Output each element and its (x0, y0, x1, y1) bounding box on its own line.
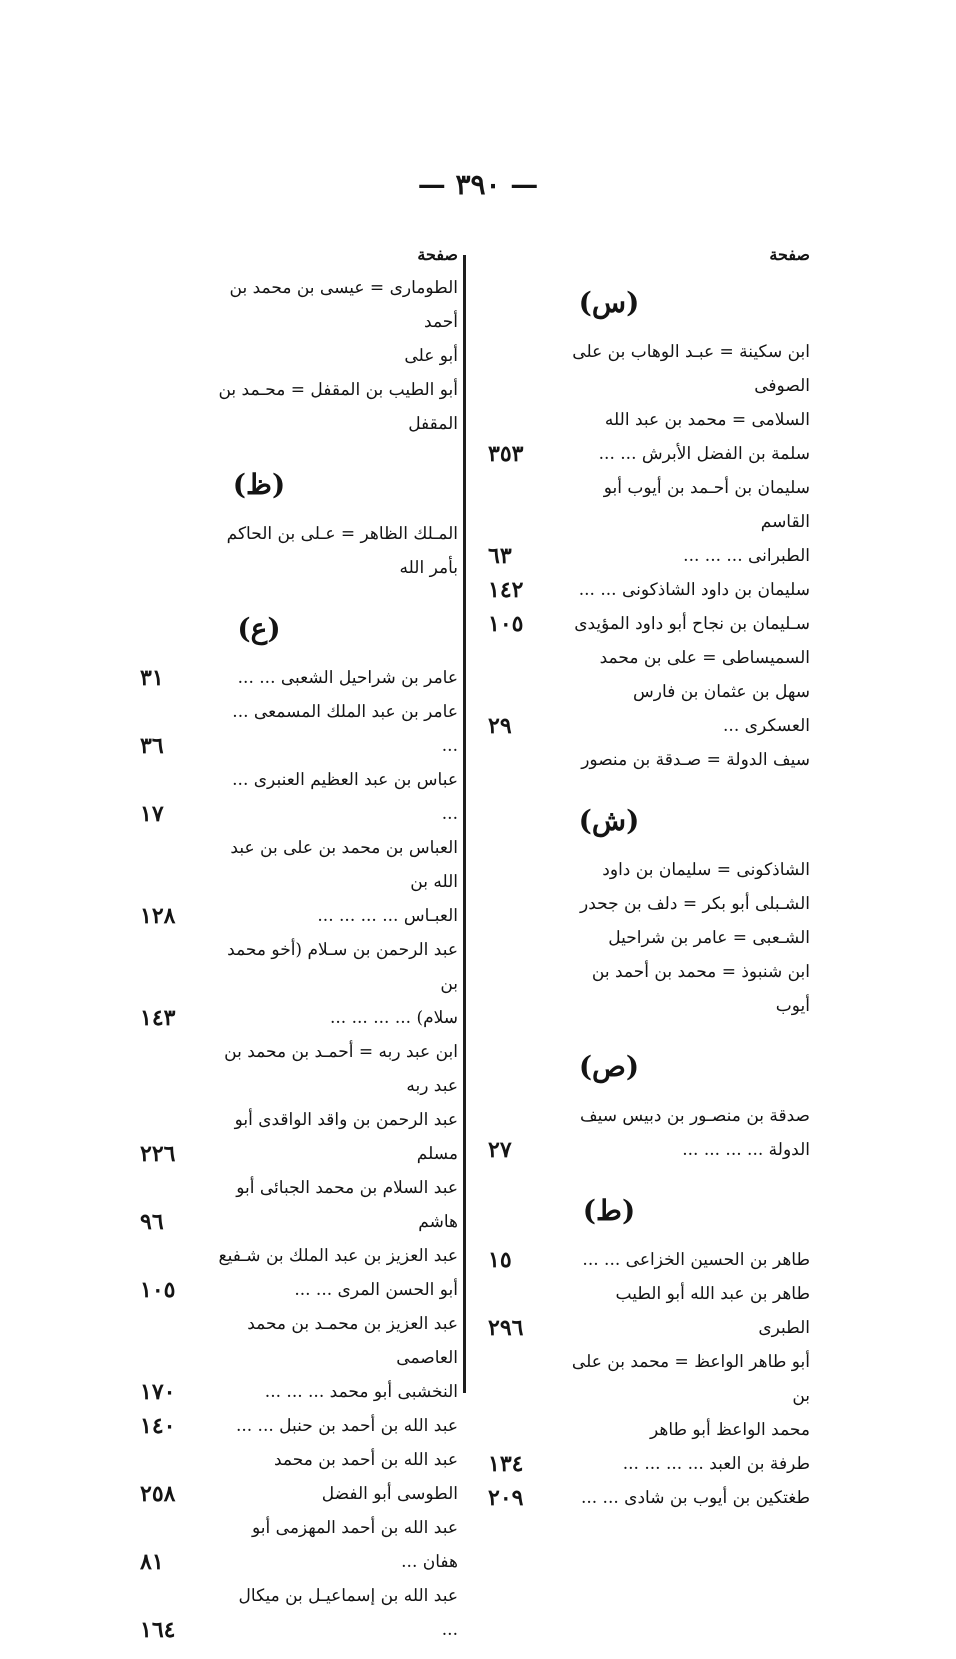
entry-page-number: ٢٥٨ (140, 1481, 176, 1507)
index-entry-line (140, 1103, 458, 1171)
entry-text: العباس بن محمد بن على بن عبد الله بن (230, 838, 458, 892)
entry-text: ابن شنبوذ = محمد بن أحمد بن أيوب (591, 962, 810, 1016)
entry-page-number: ٦٣ (488, 543, 512, 569)
entry-text: عبد العزيز بن محمـد بن محمد العاصمى (247, 1314, 458, 1368)
entry-page-number: ١٥ (488, 1247, 512, 1273)
section-letter-heading: (ع) (237, 612, 281, 645)
entry-text: عبد العزيز بن عبد الملك بن شـفيع (218, 1246, 458, 1266)
entry-page-number: ١٠٥ (488, 611, 524, 637)
entry-page-number: ١٧ (140, 801, 164, 827)
entry-text: المقفل (408, 414, 458, 434)
section-letter-heading: (ش) (578, 804, 640, 837)
entry-text: النخشبى أبو محمد ... ... ... (264, 1382, 458, 1402)
index-entry-line (488, 573, 810, 607)
column-divider (463, 255, 466, 1393)
index-entry-line (140, 1579, 458, 1647)
entry-text: الطومارى = عيسى بن محمد بن أحمد (229, 278, 458, 332)
index-entry-line (488, 1447, 810, 1481)
entry-text: أبو الطيب بن المقفل = محـمد بن (218, 380, 458, 400)
entry-text: السلامى = محمد بن عبد الله (604, 410, 810, 430)
index-entry-line (488, 437, 810, 471)
entry-text: عبد الله بن إسماعيـل بن ميكال ... (238, 1586, 458, 1640)
index-entry-line (488, 1345, 810, 1413)
index-entry-line (488, 1277, 810, 1345)
index-entry-line (140, 1307, 458, 1375)
entry-page-number: ٣٥٣ (488, 441, 524, 467)
entry-text: عبد السلام بن محمد الجبائى أبو هاشم (236, 1178, 458, 1232)
entry-page-number: ١٢٨ (140, 903, 176, 929)
entry-page-number: ٣١ (140, 665, 164, 691)
entry-text: عامر بن شراحيل الشعبى ... ... (237, 668, 458, 688)
entry-page-number: ١٠٥ (140, 1277, 176, 1303)
section-letter-heading: (ط) (582, 1194, 636, 1227)
entry-text: سلمة بن الفضل الأبرش ... ... (598, 444, 810, 464)
entry-page-number: ١٤٣ (140, 1005, 176, 1031)
entry-text: عبد ربه (406, 1076, 458, 1096)
left-index-column (140, 245, 458, 1659)
index-entry-line (140, 1375, 458, 1409)
entry-text: عامر بن عبد الملك المسمعى ... ... (232, 702, 458, 756)
index-entry-line (140, 339, 458, 373)
index-entry-line (488, 1481, 810, 1515)
page-column-header: صفحة (769, 245, 810, 264)
entry-text: الدولة ... ... ... ... (682, 1140, 810, 1160)
index-entry-line (140, 933, 458, 1001)
index-entry-line (140, 407, 458, 441)
index-entry-line (140, 1001, 458, 1035)
index-entry-line (488, 675, 810, 743)
entry-text: ابن سكينة = عبـد الوهاب بن على (572, 342, 810, 362)
entry-text: سلام) ... ... ... ... (329, 1008, 458, 1028)
index-entry-line (140, 1511, 458, 1579)
index-entry-line (140, 1239, 458, 1273)
entry-page-number: ٢٩ (488, 713, 512, 739)
index-entry-line (488, 335, 810, 369)
entry-page-number: ٢٢٦ (140, 1141, 176, 1167)
entry-text: طاهر بن عبد الله أبو الطيب الطبرى (615, 1284, 810, 1338)
index-entry-line (140, 1035, 458, 1069)
entry-text: بأمر الله (399, 558, 458, 578)
entry-text: أبو طاهر الواعظ = محمد بن على بن (571, 1352, 810, 1406)
entry-text: العبـاس ... ... ... ... (317, 906, 458, 926)
entry-page-number: ٢٩٦ (488, 1315, 524, 1341)
entry-text: عبد الرحمن بن واقد الواقدى أبو مسلم (234, 1110, 458, 1164)
index-entry-line (488, 641, 810, 675)
index-entry-line (488, 369, 810, 403)
page-number: — ٣٩٠ — (417, 168, 539, 201)
entry-text: سليمان بن داود الشاذكونى ... ... (578, 580, 810, 600)
index-entry-line (488, 1133, 810, 1167)
entry-text: ابن عبد ربه = أحمـد بن محمد بن (224, 1042, 458, 1062)
index-entry-line (488, 1243, 810, 1277)
section-letter-heading: (س) (578, 286, 640, 319)
entry-text: الصوفى (754, 376, 810, 396)
index-entry-line (140, 551, 458, 585)
entry-page-number: ١٤٢ (488, 577, 524, 603)
entry-page-number: ٢٠٩ (488, 1485, 524, 1511)
index-entry-line (488, 887, 810, 921)
index-entry-line (140, 1443, 458, 1511)
entry-text: طغتكين بن أيوب بن شادى ... ... (580, 1488, 810, 1508)
entry-text: طاهر بن الحسين الخزاعى ... ... (582, 1250, 810, 1270)
index-entry-line (488, 921, 810, 955)
entry-page-number: ٣٦ (140, 733, 164, 759)
index-entry-line (488, 1099, 810, 1133)
section-letter-heading: (ظ) (232, 468, 286, 501)
entry-text: الطبرانى ... ... ... (683, 546, 810, 566)
index-entry-line (140, 517, 458, 551)
index-entry-line (488, 1413, 810, 1447)
index-entry-line (140, 899, 458, 933)
page-column-header: صفحة (417, 245, 458, 264)
entry-text: الشـعبى = عامر بن شراحيل (608, 928, 810, 948)
index-entry-line (488, 403, 810, 437)
entry-page-number: ٨١ (140, 1549, 164, 1575)
entry-text: عبد الله بن أحمد بن حنبل ... ... (235, 1416, 458, 1436)
index-entry-line (140, 373, 458, 407)
entry-text: سيف الدولة = صـدقة بن منصور (581, 750, 810, 770)
index-entry-line (140, 695, 458, 763)
index-entry-line (140, 831, 458, 899)
index-entry-line (140, 271, 458, 339)
index-entry-line (140, 1273, 458, 1307)
right-index-column (488, 245, 810, 1527)
entry-text: محمد الواعظ أبو طاهر (649, 1420, 810, 1440)
index-entry-line (488, 471, 810, 539)
entry-text: السميساطى = على بن محمد (599, 648, 810, 668)
entry-text: المـلك الظاهر = عـلى بن الحاكم (226, 524, 458, 544)
entry-page-number: ١٣٤ (488, 1451, 524, 1477)
entry-text: سـليمان بن نجاح أبو داود المؤيدى (574, 614, 810, 634)
entry-text: عبد الرحمن بن سـلام (أخو محمد بن (227, 940, 458, 994)
entry-text: الشـبلى أبو بكر = دلف بن جحدر (579, 894, 810, 914)
entry-page-number: ١٧٠ (140, 1379, 176, 1405)
index-entry-line (140, 661, 458, 695)
index-entry-line (488, 853, 810, 887)
section-letter-heading: (ص) (578, 1050, 640, 1083)
entry-page-number: ١٤٠ (140, 1413, 176, 1439)
entry-text: عباس بن عبد العظيم العنبرى ... ... (232, 770, 458, 824)
entry-text: عبد الله بن أحمد بن محمد الطوسى أبو الفضل (273, 1450, 458, 1504)
entry-text: عبد الله بن أحمد المهزمى أبو هفان ... (252, 1518, 458, 1572)
entry-text: أبو الحسن المرى ... ... (294, 1280, 458, 1300)
index-entry-line (488, 607, 810, 641)
entry-text: سليمان بن أحـمد بن أيوب أبو القاسم (603, 478, 810, 532)
index-entry-line (140, 763, 458, 831)
index-entry-line (488, 539, 810, 573)
index-entry-line (488, 955, 810, 1023)
index-entry-line (140, 1171, 458, 1239)
entry-text: الشاذكونى = سليمان بن داود (602, 860, 810, 880)
entry-text: صدقة بن منصـور بن دبيس سيف (580, 1106, 810, 1126)
entry-page-number: ٩٦ (140, 1209, 164, 1235)
index-entry-line (140, 1069, 458, 1103)
entry-page-number: ١٦٤ (140, 1617, 176, 1643)
entry-text: سهل بن عثمان بن فارس العسكرى ... (633, 682, 810, 736)
entry-text: طرفة بن العبد ... ... ... ... (622, 1454, 810, 1474)
index-entry-line (488, 743, 810, 777)
index-entry-line (140, 1409, 458, 1443)
entry-text: أبو على (404, 346, 458, 366)
entry-page-number: ٢٧ (488, 1137, 512, 1163)
